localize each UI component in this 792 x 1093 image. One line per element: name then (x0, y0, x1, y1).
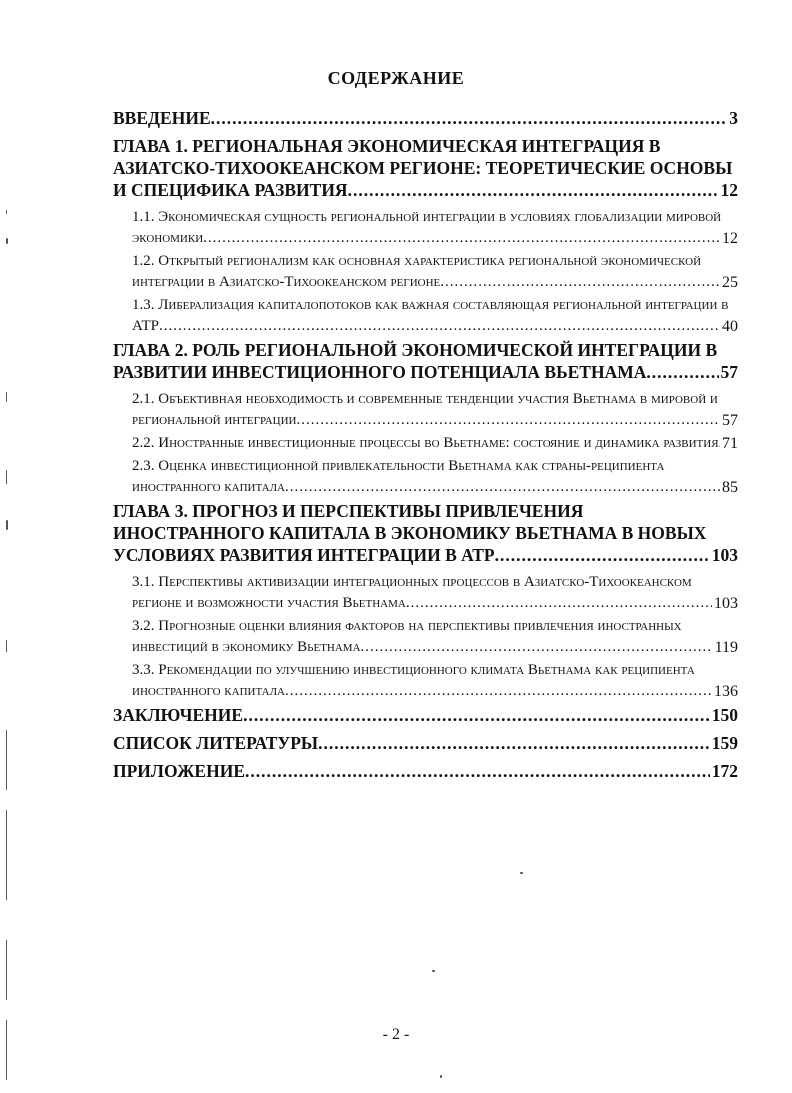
toc-entry-chapter-2[interactable] (113, 339, 738, 383)
scan-artifact (6, 210, 7, 214)
toc-entry-page: 57 (720, 362, 738, 382)
toc-entry-section-3-2[interactable] (132, 616, 738, 658)
toc-entry-section-3-3[interactable] (132, 660, 738, 702)
toc-entry-title: ЗАКЛЮЧЕНИЕ ..... (113, 705, 243, 725)
toc-entry-section-2-2[interactable] (132, 433, 738, 454)
table-of-contents (113, 107, 738, 788)
toc-entry-section-2-3[interactable] (132, 456, 738, 498)
toc-entry-title: ПРИЛОЖЕНИЕ ..... (113, 761, 245, 781)
scan-artifact (6, 1020, 7, 1080)
toc-entry-title: 1.3. Либерализация капиталопотоков как важная составляющая региональной интеграции в АТР ..... (132, 297, 728, 334)
toc-entry-title: 2.1. Объективная необходимость и современные тенденции участия Вьетнама в мировой и региональной интеграции ..... (132, 391, 718, 428)
scan-artifact (6, 520, 8, 530)
toc-entry-title: ГЛАВА 3. ПРОГНОЗ И ПЕРСПЕКТИВЫ ПРИВЛЕЧЕНИЯ ИНОСТРАННОГО КАПИТАЛА В ЭКОНОМИКУ ВЬЕТНАМА В НОВЫХ УСЛОВИЯХ РАЗВИТИЯ ИНТЕГРАЦИИ В АТР ..... (113, 501, 706, 565)
toc-entry-page: 25 (722, 274, 738, 291)
toc-entry-page: 103 (711, 545, 738, 565)
toc-entry-chapter-1[interactable] (113, 135, 738, 201)
page-title: СОДЕРЖАНИЕ (327, 68, 465, 88)
toc-entry-title: 1.2. Открытый регионализм как основная характеристика региональной экономической интеграции в Азиатско-Тихоокеанском регионе ..... (132, 253, 701, 290)
toc-entry-page: 103 (714, 595, 738, 612)
toc-entry-bibliography[interactable] (113, 732, 738, 754)
toc-entry-page: 3 (729, 108, 738, 128)
scan-artifact (6, 640, 7, 652)
toc-entry-page: 71 (722, 435, 738, 452)
toc-entry-title: ВВЕДЕНИЕ ..... (113, 108, 211, 128)
scan-artifact (440, 1075, 442, 1078)
toc-entry-title: 3.1. Перспективы активизации интеграционных процессов в Азиатско-Тихоокеанском регионе и возможности участия Вьетнама ..... (132, 574, 692, 611)
toc-entry-section-1-1[interactable] (132, 207, 738, 249)
scan-artifact (6, 940, 7, 1000)
toc-entry-title: ГЛАВА 2. РОЛЬ РЕГИОНАЛЬНОЙ ЭКОНОМИЧЕСКОЙ ИНТЕГРАЦИИ В РАЗВИТИИ ИНВЕСТИЦИОННОГО ПОТЕНЦИАЛА ВЬЕТНАМА ..... (113, 340, 717, 382)
toc-entry-section-1-2[interactable] (132, 251, 738, 293)
toc-entry-page: 85 (722, 479, 738, 496)
toc-entry-page: 150 (711, 705, 738, 725)
scan-artifact (6, 730, 7, 790)
toc-entry-page: 172 (711, 761, 738, 781)
toc-entry-page: 12 (722, 230, 738, 247)
scan-artifact (6, 238, 8, 244)
toc-entry-title: ГЛАВА 1. РЕГИОНАЛЬНАЯ ЭКОНОМИЧЕСКАЯ ИНТЕГРАЦИЯ В АЗИАТСКО-ТИХООКЕАНСКОМ РЕГИОНЕ: ТЕОРЕТИЧЕСКИЕ ОСНОВЫ И СПЕЦИФИКА РАЗВИТИЯ ..... (113, 136, 732, 200)
toc-entry-conclusion[interactable] (113, 704, 738, 726)
scan-artifact (6, 470, 7, 484)
scan-artifact (6, 392, 7, 402)
toc-entry-title: 3.2. Прогнозные оценки влияния факторов на перспективы привлечения иностранных инвестиций в экономику Вьетнама ..... (132, 618, 682, 655)
toc-entry-title: СПИСОК ЛИТЕРАТУРЫ ..... (113, 733, 318, 753)
scan-artifact (432, 970, 435, 972)
toc-entry-title: 2.2. Иностранные инвестиционные процессы во Вьетнаме: состояние и динамика развития ..... (132, 435, 719, 451)
toc-entry-title: 1.1. Экономическая сущность региональной интеграции в условиях глобализации мировой экономики ..... (132, 209, 721, 246)
toc-entry-page: 159 (711, 733, 738, 753)
toc-entry-title: 2.3. Оценка инвестиционной привлекательности Вьетнама как страны-реципиента иностранного капитала ..... (132, 458, 664, 495)
toc-entry-page: 119 (714, 639, 738, 656)
scan-artifact (6, 810, 7, 900)
toc-entry-chapter-3[interactable] (113, 500, 738, 566)
toc-entry-title: 3.3. Рекомендации по улучшению инвестиционного климата Вьетнама как реципиента иностранного капитала ..... (132, 662, 695, 699)
toc-entry-section-3-1[interactable] (132, 572, 738, 614)
page-number: - 2 - (382, 1026, 410, 1043)
toc-entry-appendix[interactable] (113, 760, 738, 782)
scan-artifact (520, 872, 523, 874)
toc-entry-page: 57 (722, 412, 738, 429)
toc-entry-introduction[interactable] (113, 107, 738, 129)
toc-entry-page: 136 (714, 683, 738, 700)
toc-entry-section-2-1[interactable] (132, 389, 738, 431)
toc-entry-page: 40 (722, 318, 738, 335)
toc-entry-section-1-3[interactable] (132, 295, 738, 337)
toc-entry-page: 12 (720, 180, 738, 200)
